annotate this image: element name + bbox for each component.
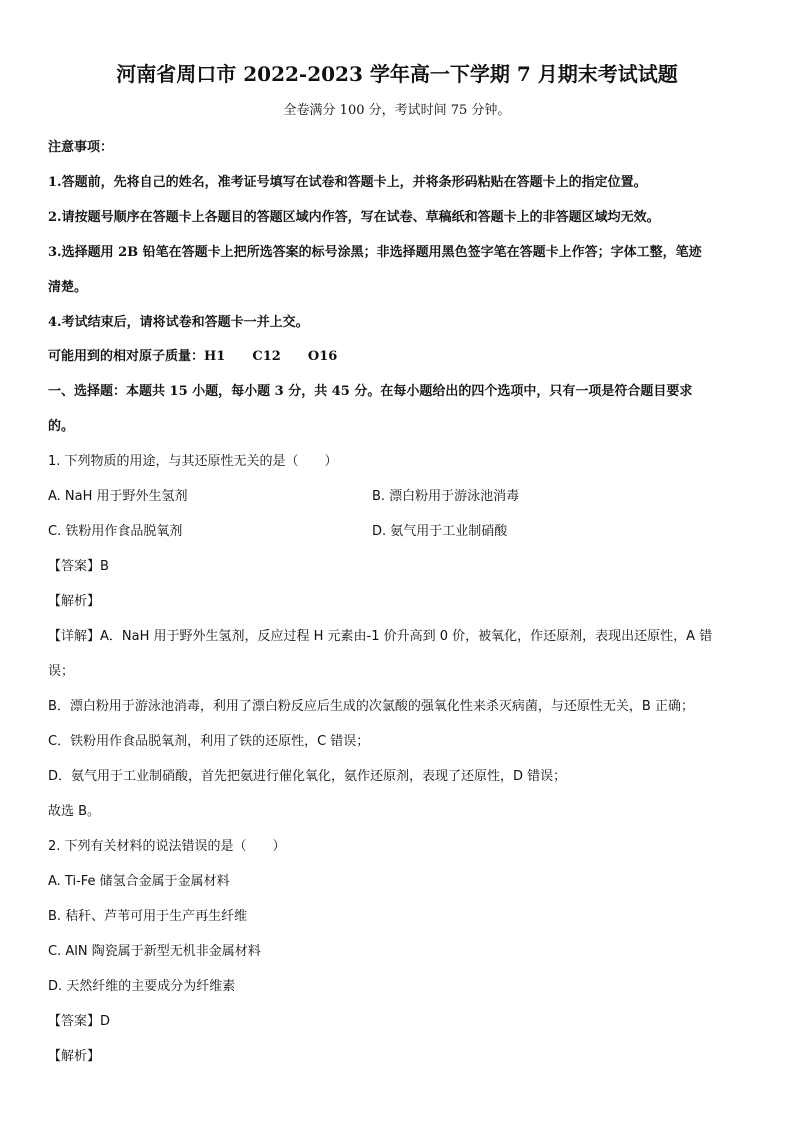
q1-detail: D．氨气用于工业制硝酸，首先把氨进行催化氧化，氨作还原剂，表现了还原性，D 错误； <box>48 769 567 784</box>
section-heading-cont: 的。 <box>48 419 75 434</box>
q2-option-c: C. AlN 陶瓷属于新型无机非金属材料 <box>48 944 261 959</box>
q1-detail: C．铁粉用作食品脱氧剂，利用了铁的还原性，C 错误； <box>48 734 370 749</box>
note-item: 2.请按题号顺序在答题卡上各题目的答题区域内作答，写在试卷、草稿纸和答题卡上的非答题区域均无效。 <box>48 210 660 225</box>
q1-option-a: A. NaH 用于野外生氢剂 <box>48 489 188 504</box>
q1-conclusion: 故选 B。 <box>48 804 101 819</box>
notes-heading: 注意事项： <box>48 140 114 155</box>
atomic-mass-line <box>48 347 337 367</box>
atomic-mass-c: C12 <box>252 349 281 364</box>
q1-option-c: C. 铁粉用作食品脱氧剂 <box>48 524 183 539</box>
q2-option-d: D. 天然纤维的主要成分为纤维素 <box>48 979 236 994</box>
q1-answer: 【答案】B <box>48 559 109 574</box>
q2-option-a: A. Ti-Fe 储氢合金属于金属材料 <box>48 874 230 889</box>
page-title: 河南省周口市 2022-2023 学年高一下学期 7 月期末考试试题 <box>116 62 678 86</box>
note-item: 1.答题前，先将自己的姓名，准考证号填写在试卷和答题卡上，并将条形码粘贴在答题卡上的指定位置。 <box>48 175 647 190</box>
q2-stem: 2. 下列有关材料的说法错误的是（ ） <box>48 839 286 854</box>
q1-detail: 误； <box>48 664 75 679</box>
note-item: 4.考试结束后，请将试卷和答题卡一并上交。 <box>48 315 309 330</box>
q1-analysis-label: 【解析】 <box>48 594 101 609</box>
page-subtitle: 全卷满分 100 分，考试时间 75 分钟。 <box>283 103 511 118</box>
q1-stem: 1. 下列物质的用途，与其还原性无关的是（ ） <box>48 454 338 469</box>
q2-analysis-label: 【解析】 <box>48 1049 101 1064</box>
q2-option-b: B. 秸秆、芦苇可用于生产再生纤维 <box>48 909 248 924</box>
q1-option-b: B. 漂白粉用于游泳池消毒 <box>372 489 520 504</box>
note-item: 清楚。 <box>48 280 88 295</box>
q2-answer: 【答案】D <box>48 1014 111 1029</box>
atomic-mass-label: 可能用到的相对原子质量：H1 <box>48 349 226 364</box>
q1-detail: 【详解】A．NaH 用于野外生氢剂，反应过程 H 元素由-1 价升高到 0 价，被氧化，作还原剂，表现出还原性，A 错 <box>48 629 713 644</box>
atomic-mass-o: O16 <box>307 349 338 364</box>
section-heading: 一、选择题：本题共 15 小题，每小题 3 分，共 45 分。在每小题给出的四个选项中，只有一项是符合题目要求 <box>48 384 693 399</box>
q1-detail: B．漂白粉用于游泳池消毒，利用了漂白粉反应后生成的次氯酸的强氧化性来杀灭病菌，与还原性无关，B 正确； <box>48 699 694 714</box>
q1-option-d: D. 氨气用于工业制硝酸 <box>372 524 508 539</box>
note-item: 3.选择题用 2B 铅笔在答题卡上把所选答案的标号涂黑；非选择题用黑色签字笔在答题卡上作答；字体工整，笔迹 <box>48 245 702 260</box>
